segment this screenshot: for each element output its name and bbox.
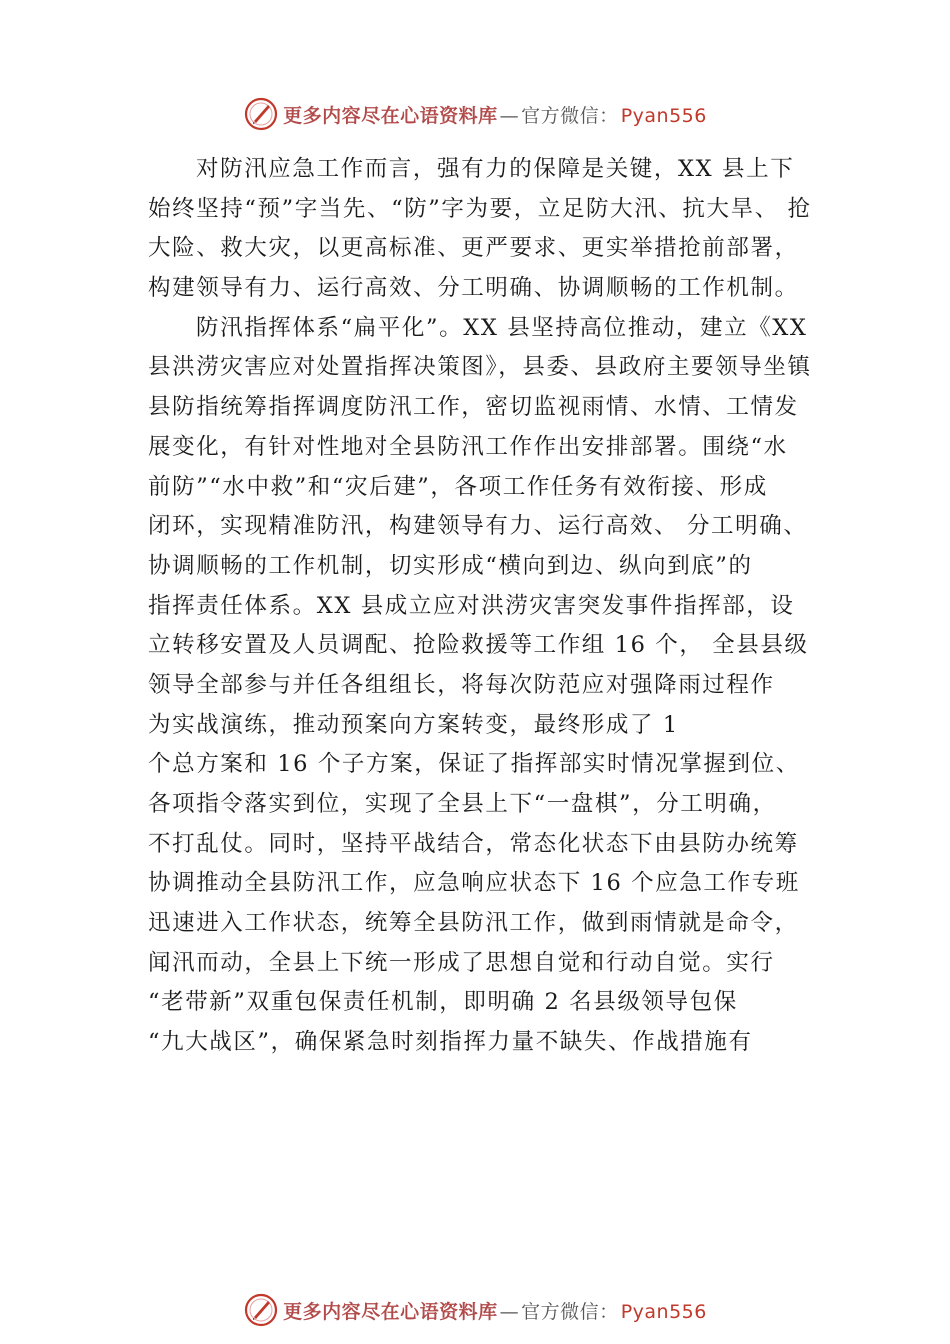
text-line: 闭环，实现精准防汛，构建领导有力、运行高效、 分工明确、 [148,513,808,540]
text-line: 领导全部参与并任各组组长，将每次防范应对强降雨过程作 [148,671,775,698]
watermark-label: 更多内容尽在心语资料库 [283,104,498,127]
text-line: 迅速进入工作状态，统筹全县防汛工作，做到雨情就是命令， [148,910,799,937]
text-line: 对防汛应急工作而言，强有力的保障是关键，XX 县上下 [196,156,795,182]
text-line: 展变化，有针对性地对全县防汛工作作出安排部署。围绕“水 [148,433,788,460]
watermark-id: Pyan556 [620,1300,707,1323]
seal-logo-icon [243,1292,279,1328]
footer-watermark [0,1290,950,1330]
watermark-text [283,1297,707,1324]
text-line: 立转移安置及人员调配、抢险救援等工作组 16 个， 全县县级 [148,632,809,659]
text-line: 指挥责任体系。XX 县成立应对洪涝灾害突发事件指挥部，设 [148,592,795,619]
text-line: 县洪涝灾害应对处置指挥决策图》，县委、县政府主要领导坐镇 [148,354,812,381]
text-line: 不打乱仗。同时，坚持平战结合，常态化状态下由县防办统筹 [148,830,799,857]
text-line: 为实战演练，推动预案向方案转变，最终形成了 1 [148,711,679,738]
watermark-text [283,101,707,128]
text-line: “老带新”双重包保责任机制，即明确 2 名县级领导包保 [148,989,738,1016]
text-line: 县防指统筹指挥调度防汛工作，密切监视雨情、水情、工情发 [148,394,799,421]
text-line: 构建领导有力、运行高效、分工明确、协调顺畅的工作机制。 [148,275,799,302]
text-line: 始终坚持“预”字当先、“防”字为要，立足防大汛、抗大旱、 抢 [148,195,812,222]
header-watermark [0,94,950,134]
watermark-id: Pyan556 [620,104,707,127]
watermark-label: 更多内容尽在心语资料库 [283,1300,498,1323]
watermark-separator: — [499,1300,520,1323]
seal-logo-icon [243,96,279,132]
text-line: 各项指令落实到位，实现了全县上下“一盘棋”，分工明确， [148,791,777,817]
watermark-official: 官方微信： [521,1300,619,1323]
text-line: 闻汛而动，全县上下统一形成了思想自觉和行动自觉。实行 [148,949,775,976]
document-body [148,150,828,1063]
watermark-official: 官方微信： [521,104,619,127]
text-line: 防汛指挥体系“扁平化”。XX 县坚持高位推动，建立《XX [196,314,808,341]
text-line: 协调顺畅的工作机制，切实形成“横向到边、纵向到底”的 [148,552,753,579]
watermark-separator: — [499,104,520,127]
text-line: 协调推动全县防汛工作，应急响应状态下 16 个应急工作专班 [148,870,800,897]
text-line: 大险、救大灾，以更高标准、更严要求、更实举措抢前部署， [148,235,799,262]
text-line: “九大战区”，确保紧急时刻指挥力量不缺失、作战措施有 [148,1029,753,1056]
text-line: 个总方案和 16 个子方案，保证了指挥部实时情况掌握到位、 [148,751,800,778]
text-line: 前防”“水中救”和“灾后建”，各项工作任务有效衔接、形成 [148,473,768,500]
